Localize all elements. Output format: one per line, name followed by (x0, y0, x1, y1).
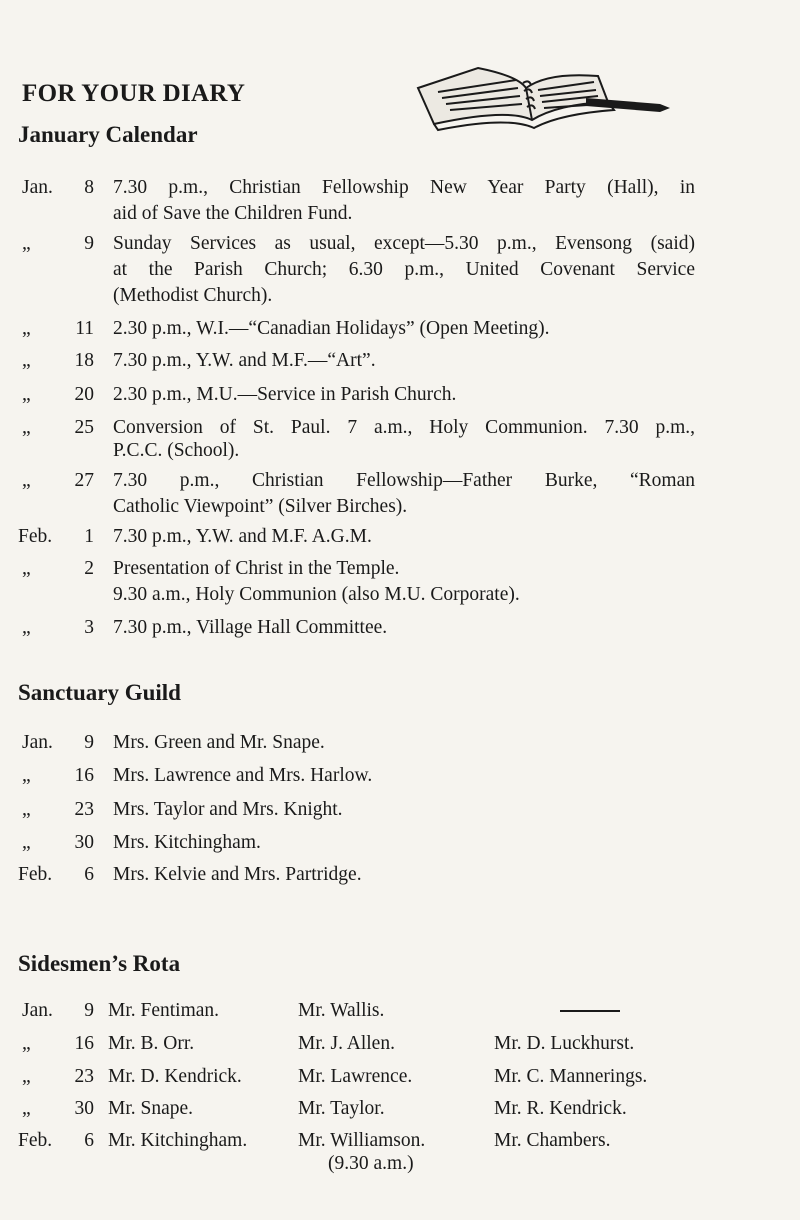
entry-day: 27 (74, 470, 94, 491)
calendar-entry (0, 468, 800, 524)
rota-name-col3: Mr. R. Kendrick. (494, 1098, 627, 1119)
entry-line: Mrs. Kelvie and Mrs. Partridge. (113, 864, 362, 885)
rota-name-col2: Mr. Wallis. (298, 1000, 385, 1021)
entry-text (113, 316, 695, 342)
entry-day: 23 (74, 799, 94, 820)
entry-day: 2 (84, 558, 94, 579)
entry-month: „ (22, 384, 31, 405)
calendar-entry (0, 524, 800, 552)
entry-month: Jan. (22, 1000, 53, 1021)
rota-name-col1: Mr. Snape. (108, 1098, 194, 1119)
entry-month: „ (22, 1033, 31, 1054)
rota-name-col3: Mr. D. Luckhurst. (494, 1033, 635, 1054)
entry-text (113, 175, 695, 227)
entry-month: Jan. (22, 177, 53, 198)
entry-line: Mrs. Lawrence and Mrs. Harlow. (113, 765, 373, 786)
entry-day: 30 (74, 1098, 94, 1119)
rota-name-col1: Mr. Fentiman. (108, 1000, 220, 1021)
calendar-entry (0, 316, 800, 344)
guild-entry (0, 797, 800, 825)
entry-line: 2.30 p.m., M.U.—Service in Parish Church. (113, 384, 457, 405)
sidesmens-rota-heading: Sidesmen’s Rota (18, 951, 181, 976)
entry-month: Feb. (18, 526, 53, 547)
entry-day: 9 (84, 233, 94, 254)
rota-name-col3: Mr. Chambers. (494, 1130, 611, 1151)
entry-line: 7.30 p.m., Christian Fellowship New Year Party (Hall), in (113, 177, 695, 198)
entry-day: 9 (84, 1000, 94, 1021)
entry-line: Mrs. Green and Mr. Snape. (113, 732, 325, 753)
guild-entry (0, 763, 800, 791)
page-title: FOR YOUR DIARY (22, 80, 246, 107)
entry-month: Feb. (18, 864, 53, 885)
entry-text (113, 730, 695, 756)
entry-text (113, 763, 695, 789)
entry-day: 20 (74, 384, 94, 405)
rota-row (0, 1064, 800, 1092)
rota-row (0, 1096, 800, 1124)
entry-line: 7.30 p.m., Y.W. and M.F.—“Art”. (113, 350, 376, 371)
entry-line: Mrs. Taylor and Mrs. Knight. (113, 799, 343, 820)
entry-day: 11 (75, 318, 94, 339)
entry-day: 6 (84, 1130, 94, 1151)
entry-line: Conversion of St. Paul. 7 a.m., Holy Communion. 7.30 p.m., (113, 417, 695, 438)
entry-text (113, 348, 695, 374)
entry-month: Jan. (22, 732, 53, 753)
blank-line (560, 1010, 620, 1012)
entry-month: „ (22, 765, 31, 786)
entry-day: 16 (74, 765, 94, 786)
entry-month: „ (22, 558, 31, 579)
calendar-entry (0, 175, 800, 235)
entry-line: at the Parish Church; 6.30 p.m., United Covenant Service (113, 259, 695, 280)
entry-line: 7.30 p.m., Christian Fellowship—Father Burke, “Roman (113, 470, 695, 491)
entry-line: P.C.C. (School). (113, 440, 240, 461)
guild-entry (0, 730, 800, 758)
entry-month: „ (22, 233, 31, 254)
calendar-entry (0, 348, 800, 376)
entry-month: „ (22, 470, 31, 491)
entry-month: „ (22, 417, 31, 438)
entry-line: Mrs. Kitchingham. (113, 832, 261, 853)
open-diary-icon (408, 58, 672, 134)
entry-line: 2.30 p.m., W.I.—“Canadian Holidays” (Open Meeting). (113, 318, 550, 339)
entry-month: „ (22, 617, 31, 638)
rota-name-col1: Mr. B. Orr. (108, 1033, 195, 1054)
rota-name-col2: Mr. J. Allen. (298, 1033, 395, 1054)
entry-month: „ (22, 350, 31, 371)
entry-day: 25 (74, 417, 94, 438)
entry-month: „ (22, 318, 31, 339)
rota-row (0, 1128, 800, 1156)
sanctuary-guild-heading: Sanctuary Guild (18, 680, 181, 705)
entry-day: 3 (84, 617, 94, 638)
calendar-entry (0, 231, 800, 311)
calendar-entry (0, 415, 800, 471)
entry-line: 7.30 p.m., Y.W. and M.F. A.G.M. (113, 526, 372, 547)
rota-name-col2: Mr. Taylor. (298, 1098, 385, 1119)
entry-line: Catholic Viewpoint” (Silver Birches). (113, 496, 408, 517)
entry-line: 7.30 p.m., Village Hall Committee. (113, 617, 388, 638)
entry-text (113, 862, 695, 888)
entry-text (113, 797, 695, 823)
entry-day: 16 (74, 1033, 94, 1054)
calendar-entry (0, 382, 800, 410)
entry-text (113, 524, 695, 550)
entry-month: „ (22, 1066, 31, 1087)
calendar-entry (0, 615, 800, 643)
entry-line: (Methodist Church). (113, 285, 273, 306)
entry-text (113, 468, 695, 520)
entry-day: 1 (84, 526, 94, 547)
entry-day: 8 (84, 177, 94, 198)
entry-text (113, 830, 695, 856)
entry-line: Presentation of Christ in the Temple. (113, 558, 400, 579)
entry-day: 6 (84, 864, 94, 885)
entry-text (113, 382, 695, 408)
rota-row (0, 998, 800, 1026)
january-calendar-heading: January Calendar (18, 122, 198, 147)
entry-month: „ (22, 832, 31, 853)
service-time-note: (9.30 a.m.) (328, 1153, 414, 1174)
rota-name-col2: Mr. Williamson. (298, 1130, 426, 1151)
entry-month: „ (22, 799, 31, 820)
entry-day: 23 (74, 1066, 94, 1087)
entry-line: aid of Save the Children Fund. (113, 203, 353, 224)
entry-day: 18 (74, 350, 94, 371)
entry-month: „ (22, 1098, 31, 1119)
rota-name-col3: Mr. C. Mannerings. (494, 1066, 648, 1087)
rota-name-col1: Mr. Kitchingham. (108, 1130, 248, 1151)
guild-entry (0, 862, 800, 890)
entry-day: 9 (84, 732, 94, 753)
rota-name-col2: Mr. Lawrence. (298, 1066, 413, 1087)
entry-day: 30 (74, 832, 94, 853)
guild-entry (0, 830, 800, 858)
calendar-entry (0, 556, 800, 612)
entry-line: 9.30 a.m., Holy Communion (also M.U. Corporate). (113, 584, 520, 605)
entry-text (113, 415, 695, 461)
entry-text (113, 615, 695, 641)
entry-text (113, 556, 695, 608)
rota-row (0, 1031, 800, 1059)
rota-name-col1: Mr. D. Kendrick. (108, 1066, 242, 1087)
entry-month: Feb. (18, 1130, 53, 1151)
entry-line: Sunday Services as usual, except—5.30 p.m., Evensong (said) (113, 233, 695, 254)
entry-text (113, 231, 695, 309)
